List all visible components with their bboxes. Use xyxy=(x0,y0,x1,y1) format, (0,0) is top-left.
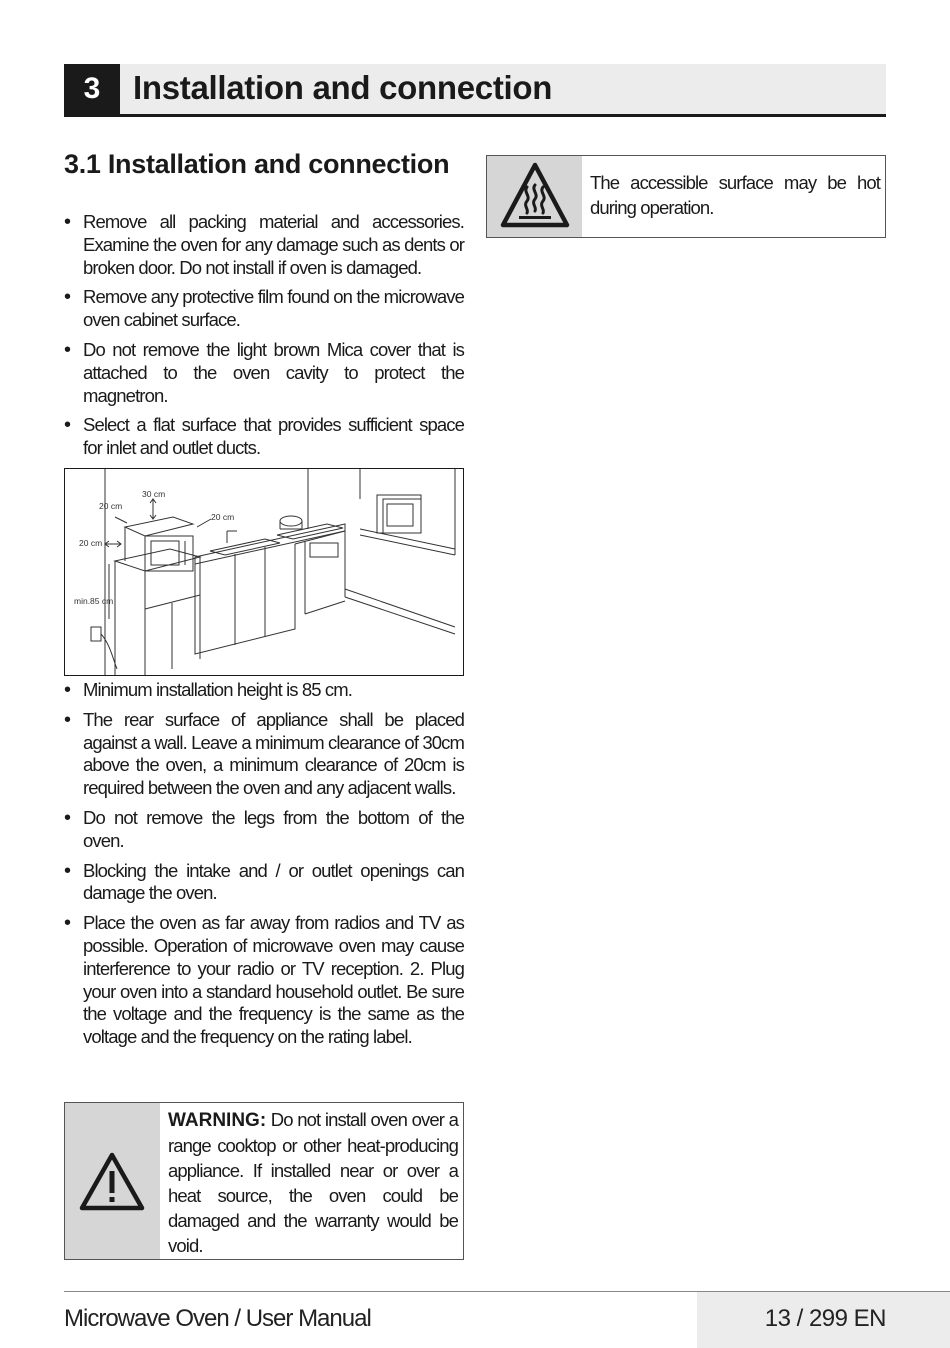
list-item: • Do not remove the light brown Mica cover that is attached to the oven cavity to protect the magnetron. xyxy=(64,339,464,407)
installation-list-2 xyxy=(64,679,464,1056)
label-min-height: min.85 cm xyxy=(74,596,114,606)
warning-triangle-icon xyxy=(78,1151,146,1213)
kitchen-illustration xyxy=(65,469,463,675)
chapter-number: 3 xyxy=(64,64,120,114)
warning-label: WARNING: xyxy=(168,1110,267,1131)
label-top-clearance: 30 cm xyxy=(142,489,166,499)
hot-surface-icon-cell xyxy=(487,156,582,237)
warning-text: Do not install oven over a range cooktop or other heat-producing appliance. If installed near or over a heat source, the oven could be damaged and the warranty would be void. xyxy=(168,1109,459,1256)
chapter-title: Installation and connection xyxy=(133,69,553,106)
label-left-top-clearance: 20 cm xyxy=(99,501,123,511)
list-item: • The rear surface of appliance shall be placed against a wall. Leave a minimum clearance of 30cm above the oven, a minimum clearance of 20cm is required between the oven and any adjacent walls. xyxy=(64,709,464,800)
list-item: • Remove any protective film found on the microwave oven cabinet surface. xyxy=(64,286,464,332)
list-item: • Place the oven as far away from radios and TV as possible. Operation of microwave oven may cause interference to your radio or TV reception. 2. Plug your oven into a standard household outlet. Be sure the voltage and the frequency is the same as the voltage and the frequency on the rating label. xyxy=(64,912,464,1049)
installation-list-1 xyxy=(64,211,464,467)
warning-box xyxy=(64,1102,464,1260)
hot-surface-icon xyxy=(499,161,571,231)
list-item: • Do not remove the legs from the bottom of the oven. xyxy=(64,807,464,853)
section-title: 3.1 Installation and connection xyxy=(64,149,450,179)
list-item: • Remove all packing material and accessories. Examine the oven for any damage such as dents or broken door. Do not install if oven is damaged. xyxy=(64,211,464,279)
list-item: • Select a flat surface that provides sufficient space for inlet and outlet ducts. xyxy=(64,414,464,460)
footer-title: Microwave Oven / User Manual xyxy=(64,1305,371,1332)
hot-surface-text: The accessible surface may be hot during operation. xyxy=(590,172,880,218)
chapter-header xyxy=(64,64,886,117)
hot-surface-box xyxy=(486,155,886,238)
list-item: • Minimum installation height is 85 cm. xyxy=(64,679,464,702)
label-left-clearance: 20 cm xyxy=(79,538,103,548)
page-number: 13 / 299 EN xyxy=(764,1305,886,1332)
list-item: • Blocking the intake and / or outlet openings can damage the oven. xyxy=(64,860,464,906)
label-right-clearance: 20 cm xyxy=(211,512,235,522)
warning-icon-cell xyxy=(65,1103,160,1259)
installation-diagram xyxy=(64,468,464,676)
warning-text-block xyxy=(168,1107,458,1258)
